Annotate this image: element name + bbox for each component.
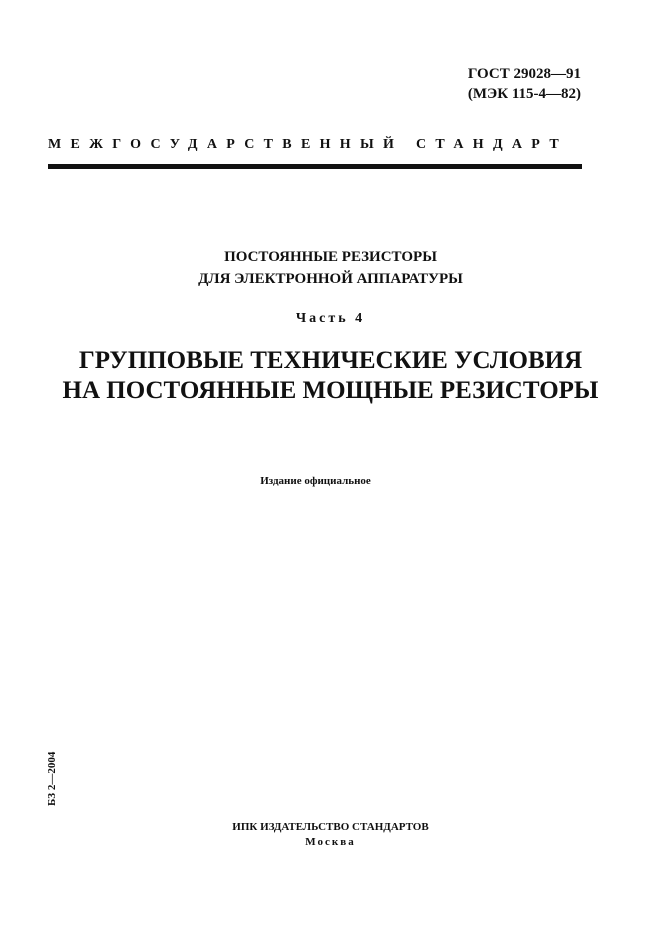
header-rule	[48, 164, 582, 169]
main-title-line-2: НА ПОСТОЯННЫЕ МОЩНЫЕ РЕЗИСТОРЫ	[62, 377, 599, 404]
standard-number-block	[468, 64, 581, 104]
subtitle-line-1: ПОСТОЯННЫЕ РЕЗИСТОРЫ	[224, 249, 437, 265]
document-subtitle	[0, 246, 661, 290]
main-title-line-1: ГРУППОВЫЕ ТЕХНИЧЕСКИЕ УСЛОВИЯ	[78, 347, 583, 374]
main-title	[0, 346, 661, 406]
publisher-block	[0, 820, 661, 850]
interstate-standard-banner: МЕЖГОСУДАРСТВЕННЫЙ СТАНДАРТ	[48, 137, 568, 152]
side-code: БЗ 2—2004	[46, 751, 58, 806]
iec-number: (МЭК 115-4—82)	[467, 86, 581, 102]
edition-label: Издание официальное	[260, 475, 371, 487]
publisher-name: ИПК ИЗДАТЕЛЬСТВО СТАНДАРТОВ	[232, 821, 429, 833]
subtitle-line-2: ДЛЯ ЭЛЕКТРОННОЙ АППАРАТУРЫ	[198, 271, 463, 287]
standard-number: ГОСТ 29028—91	[467, 66, 581, 82]
part-label: Часть 4	[295, 311, 366, 326]
publisher-city: Москва	[305, 836, 356, 848]
